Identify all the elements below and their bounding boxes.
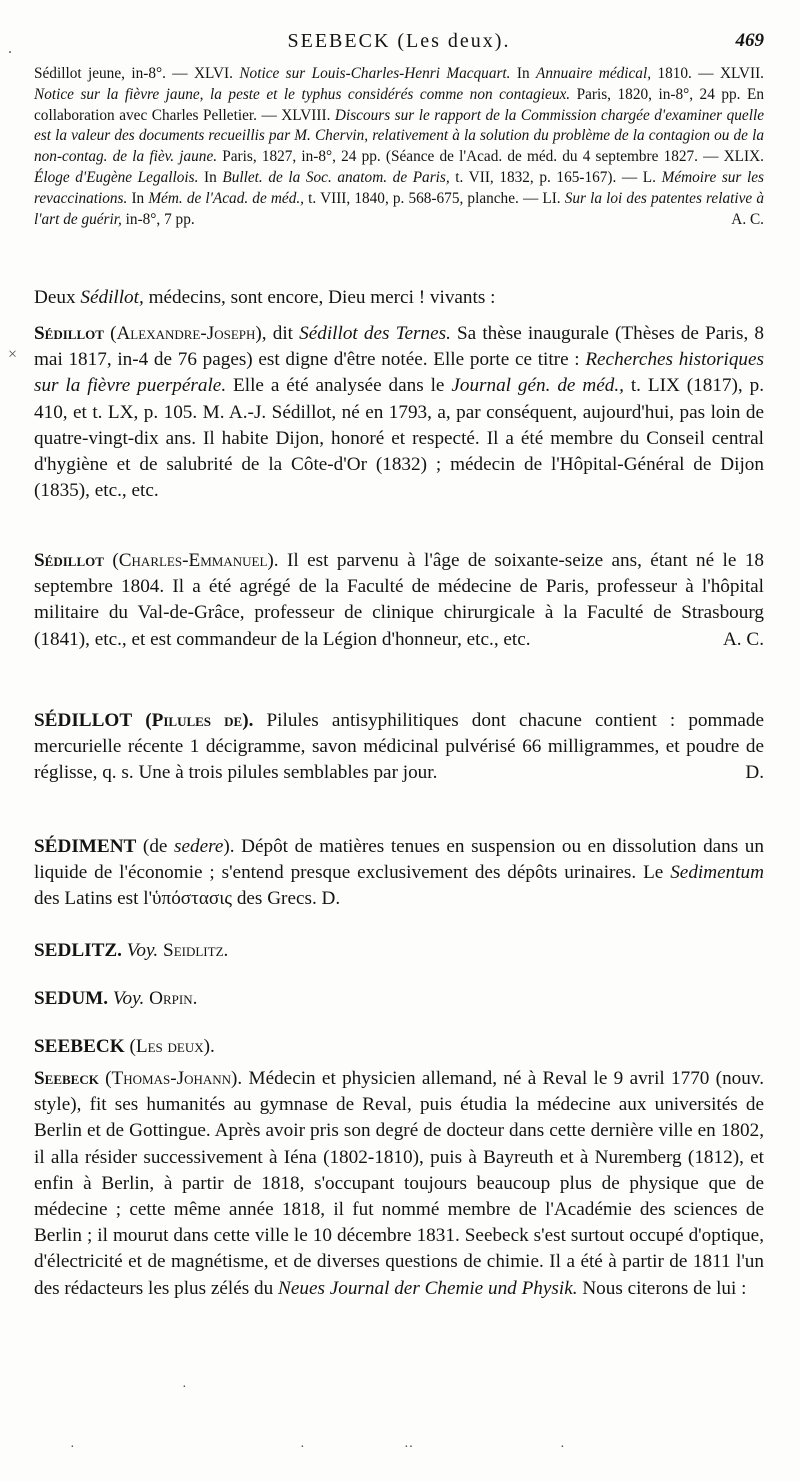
text: 1810. — XLVII. (651, 65, 764, 82)
italic-title: Sur la loi des patentes relative à l'art de guérir, (34, 189, 764, 228)
bibliography-small-print (34, 64, 764, 230)
entry-name: (Pilules de). (145, 710, 254, 731)
signature: D. (321, 888, 341, 910)
signature: A. C. (731, 210, 764, 228)
text: t. LIX (1817), p. 410, et t. LX, p. 105. M. A.-J. Sédillot, né en 1793, a, par conséquent, aujourd'hui, pas loin de quatre-vingt-dix ans. Il habite Dijon, honoré et respecté. Il a été membre du Conseil central d'hygiène et de salubrité de la Côte-d'Or (1832) ; médecin de l'Hôpital-Général de Dijon (1835), etc., etc. (34, 375, 764, 502)
running-title: SEEBECK (Les deux). (287, 30, 511, 52)
text: In (510, 65, 537, 82)
print-speck: ·· (404, 1440, 414, 1455)
text: des Latins est l'ὑπόστασις des Grecs. (34, 888, 317, 910)
italic-title: Éloge d'Eugène Legallois. (34, 168, 199, 186)
intro-paragraph (34, 285, 764, 311)
italic-word: Sedimentum (670, 862, 764, 884)
entry-headword: SEDLITZ. (34, 940, 122, 961)
text: (de (136, 836, 174, 857)
entry-headword: SEDUM. (34, 988, 109, 1009)
italic-title: Notice sur la fièvre jaune, la peste et le typhus considérés comme non contagieux. (34, 85, 571, 103)
italic-title: Recherches historiques sur la fièvre puerpérale. (34, 349, 765, 397)
entry-sedillot-pilules (34, 708, 764, 787)
text: Pilules antisyphilitiques dont chacune contient : pommade mercurielle récente 1 décigramme, savon médicinal pulvérisé 66 milligrammes, et poudre de réglisse, q. s. Une à trois pilules semblables par jour. (34, 710, 764, 784)
text: Il est parvenu à l'âge de soixante-seize ans, étant né le 18 septembre 1804. Il a été agrégé de la Faculté de médecine de Paris, professeur à l'hôpital militaire du Val-de-Grâce, professeur de clinique chirurgicale à la Faculté de Strasbourg (1841), etc., et est commandeur de la Légion d'honneur, etc., etc. (34, 550, 765, 650)
entry-headword: SEEBECK (34, 1036, 125, 1057)
cross-ref-target: Orpin. (149, 988, 198, 1009)
running-head (34, 30, 764, 56)
text: Médecin et physicien allemand, né à Reval le 9 avril 1770 (nouv. style), fit ses humanités au gymnase de Reval, puis étudia la médecine aux universités de Berlin et de Gottingue. Après avoir pris son degré de docteur dans cette dernière ville en 1802, il alla résider successivement à Iéna (1802-1810), puis à Bayreuth et à Nuremberg (1812), et enfin à Berlin, à partir de 1818, s'occupant toujours beaucoup plus de physique que de médecine ; cette même année 1818, il fut nommé membre de l'Académie des sciences de Berlin ; il mourut dans cette ville le 10 décembre 1831. Seebeck s'est surtout occupé d'optique, d'électricité et de magnétisme, et de diverses questions de chimie. Il a été à partir de 1811 l'un des rédacteurs les plus zélés du (34, 1068, 764, 1299)
signature: A. C. (722, 628, 764, 650)
text: t. VII, 1832, p. 165-167). — L. (449, 168, 662, 186)
print-speck: · (70, 1440, 75, 1455)
entry-name: (Charles-Emmanuel). (112, 550, 279, 571)
italic-title: Annuaire médical, (536, 65, 652, 82)
entry-sedlitz (34, 938, 764, 964)
entry-headword: SÉDIMENT (34, 836, 137, 857)
print-speck: · (560, 1440, 565, 1455)
entry-headword: SÉDILLOT (34, 710, 133, 731)
text: médecins, sont encore, Dieu merci ! vivants : (143, 287, 496, 308)
print-speck: · (300, 1440, 305, 1455)
entry-sedillot-charles-emmanuel (34, 548, 764, 653)
text: ). Dépôt de matières tenues en suspension ou en dissolution dans un liquide de l'économie ; s'entend presque exclusivement des dépôts urinaires. Le (34, 836, 764, 884)
margin-mark: × (8, 346, 18, 363)
entry-headword: Sédillot (34, 550, 104, 571)
cross-ref-voy: Voy. (112, 988, 145, 1009)
text: In (198, 168, 223, 186)
text: Sédillot jeune, in-8°. — XLVI. (34, 65, 240, 82)
text: In (127, 189, 149, 207)
italic-title: Bullet. de la Soc. anatom. de Paris, (222, 168, 450, 186)
entry-name: (Thomas-Johann). (105, 1068, 243, 1089)
text: Nous citerons de lui : (577, 1277, 747, 1299)
cross-ref-voy: Voy. (126, 940, 159, 961)
page-number: 469 (735, 30, 764, 51)
margin-dot: . (8, 40, 12, 57)
text: t. VIII, 1840, p. 568-675, planche. — LI. (304, 189, 565, 207)
text: Deux (34, 287, 81, 308)
signature: D. (745, 762, 764, 784)
italic-title: Neues Journal der Chemie und Physik. (278, 1277, 578, 1299)
entry-sedillot-alexandre-joseph (34, 321, 764, 504)
text: Paris, 1820, in-8°, 24 pp. En collaboration avec Charles Pelletier. — XLVIII. (34, 85, 764, 124)
text: Sa thèse inaugurale (Thèses de Paris, 8 mai 1817, in-4 de 76 pages) est digne d'être notée. Elle porte ce titre : (34, 323, 764, 371)
text: Paris, 1827, in-8°, 24 pp. (Séance de l'Acad. de méd. du 4 septembre 1827. — XLIX. (217, 148, 764, 166)
entry-sedum (34, 986, 764, 1012)
entry-sediment (34, 834, 764, 913)
italic-title: Notice sur Louis-Charles-Henri Macquart. (239, 65, 511, 82)
italic-name: Sédillot des Ternes. (299, 323, 451, 344)
entry-name: (Alexandre-Joseph), (110, 323, 267, 344)
italic-title: Mémoire sur les revaccinations. (34, 168, 764, 207)
italic-title: Mém. de l'Acad. de méd., (148, 189, 305, 207)
text: in-8°, 7 pp. (121, 210, 195, 228)
italic-name: Sédillot, (80, 287, 144, 308)
text: dit (266, 323, 300, 344)
text: Elle a été analysée dans le (226, 375, 452, 397)
entry-seebeck-thomas-johann (34, 1066, 764, 1302)
entry-name: (Les deux). (129, 1036, 215, 1057)
entry-seebeck-les-deux (34, 1034, 764, 1060)
cross-ref-target: Seidlitz. (163, 940, 229, 961)
entry-headword: Seebeck (34, 1068, 99, 1089)
print-speck: · (182, 1380, 187, 1395)
italic-title: Discours sur le rapport de la Commission chargée d'examiner quelle est la valeur des documents recueillis par M. Chervin, relativement à la solution du problème de la contagion ou de la non-contag. de la fièv. jaune. (34, 106, 764, 166)
italic-title: Journal gén. de méd., (451, 375, 624, 397)
italic-word: sedere (174, 836, 224, 857)
entry-headword: Sédillot (34, 323, 104, 344)
